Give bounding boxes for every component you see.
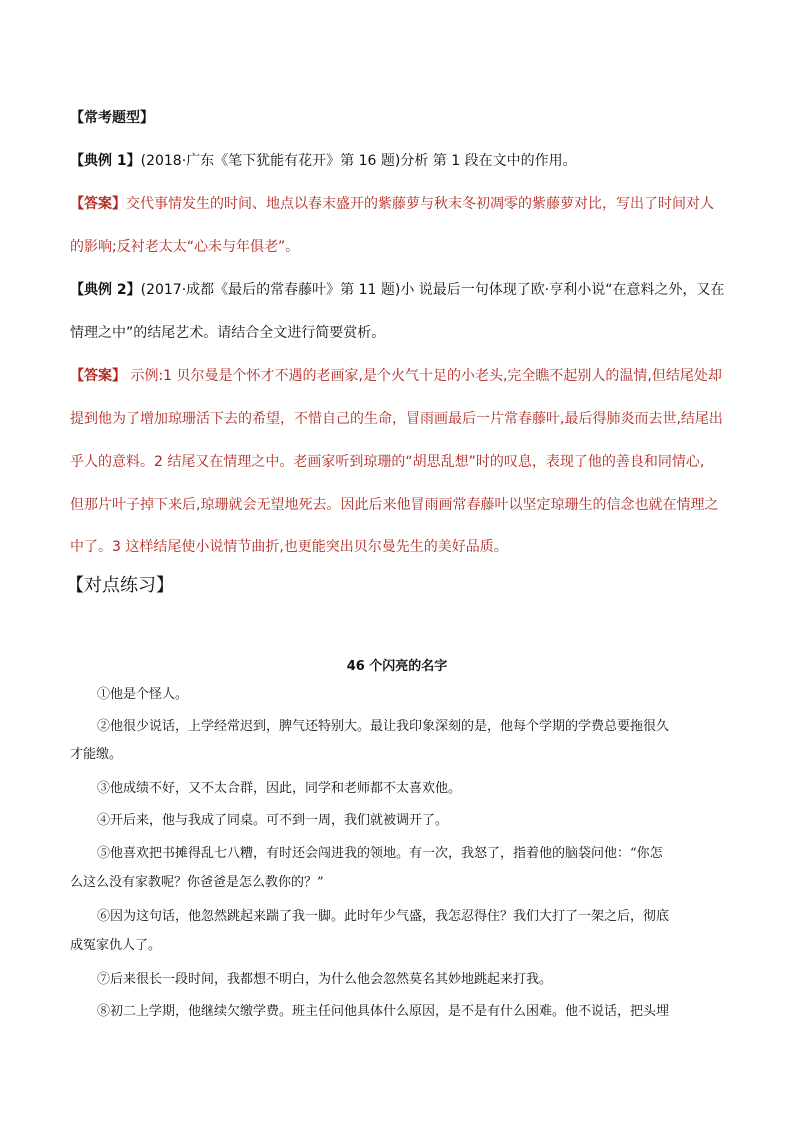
story-paragraph-5-line-2: 么这么没有家教呢？你爸爸是怎么教你的？” <box>70 875 324 890</box>
example-2-text-1: (2017·成都《最后的常春藤叶》第 11 题)小 说最后一句体现了欧·亨利小说“在意料之外，又在 <box>140 282 725 298</box>
example-1-tag: 【典例 1】 <box>70 153 141 169</box>
story-title: 46 个闪亮的名字 <box>346 659 448 674</box>
story-paragraph-3: ③他成绩不好，又不太合群，因此，同学和老师都不太喜欢他。 <box>97 781 462 796</box>
example-2-line-1 <box>70 281 725 299</box>
story-paragraph-8: ⑧初二上学期，他继续欠缴学费。班主任问他具体什么原因，是不是有什么困难。他不说话，把头埋 <box>97 1004 670 1019</box>
story-paragraph-1: ①他是个怪人。 <box>97 687 189 702</box>
answer-1-line-1 <box>70 195 714 213</box>
story-paragraph-5-line-1: ⑤他喜欢把书摊得乱七八糟，有时还会闯进我的领地。有一次，我怒了，指着他的脑袋问他：“你怎 <box>97 846 663 861</box>
answer-2-line-1 <box>70 367 722 385</box>
story-paragraph-6-line-2: 成冤家仇人了。 <box>70 938 162 953</box>
answer-1-tag: 【答案】 <box>70 196 126 212</box>
answer-1-line-2: 的影响;反衬老太太“心未与年俱老”。 <box>70 239 300 255</box>
section-heading-common-types: 【常考题型】 <box>70 110 154 126</box>
example-1-text: (2018·广东《笔下犹能有花开》第 16 题)分析 第 1 段在文中的作用。 <box>140 153 577 169</box>
story-paragraph-2-line-1: ②他很少说话，上学经常迟到，脾气还特别大。最让我印象深刻的是，他每个学期的学费总要拖很久 <box>97 719 670 734</box>
answer-2-line-2: 提到他为了增加琼珊活下去的希望，不惜自己的生命，冒雨画最后一片常春藤叶,最后得肺炎而去世,结尾出 <box>70 411 723 427</box>
section-heading-practice: 【对点练习】 <box>66 575 174 596</box>
story-paragraph-2-line-2: 才能缴。 <box>70 747 123 762</box>
example-2-line-2: 情理之中”的结尾艺术。请结合全文进行简要赏析。 <box>70 325 386 341</box>
answer-2-tag: 【答案】 <box>70 368 126 384</box>
answer-2-line-5: 中了。3 这样结尾使小说情节曲折,也更能突出贝尔曼先生的美好品质。 <box>70 539 508 555</box>
example-2-tag: 【典例 2】 <box>70 282 141 298</box>
story-paragraph-4: ④开后来，他与我成了同桌。可不到一周，我们就被调开了。 <box>97 813 449 828</box>
example-1 <box>70 152 577 170</box>
story-paragraph-6-line-1: ⑥因为这句话，他忽然跳起来踹了我一脚。此时年少气盛，我怎忍得住？我们大打了一架之后，彻底 <box>97 909 670 924</box>
answer-1-text-1: 交代事情发生的时间、地点以春末盛开的紫藤萝与秋末冬初凋零的紫藤萝对比，写出了时间对人 <box>126 196 714 212</box>
answer-2-line-3: 乎人的意料。2 结尾又在情理之中。老画家听到琼珊的“胡思乱想”时的叹息，表现了他的善良和同情心, <box>70 454 705 470</box>
story-paragraph-7: ⑦后来很长一段时间，我都想不明白，为什么他会忽然莫名其妙地跳起来打我。 <box>97 972 553 987</box>
answer-2-line-4: 但那片叶子掉下来后,琼珊就会无望地死去。因此后来他冒雨画常春藤叶以坚定琼珊生的信念也就在情理之 <box>70 497 719 513</box>
answer-2-text-1: 示例:1 贝尔曼是个怀才不遇的老画家,是个火气十足的小老头,完全瞧不起别人的温情,但结尾处却 <box>126 368 722 384</box>
